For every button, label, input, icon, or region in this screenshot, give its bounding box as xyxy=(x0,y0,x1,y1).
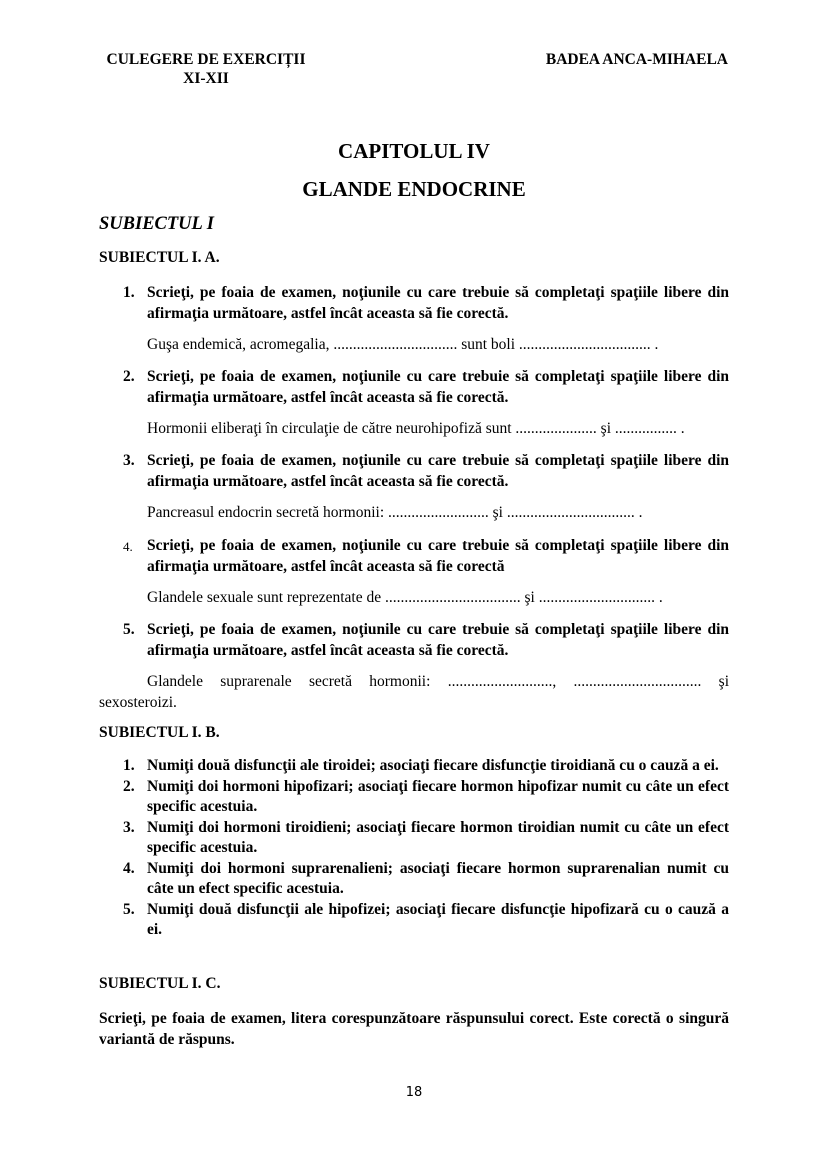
section-a-heading: SUBIECTUL I. A. xyxy=(99,249,220,266)
question-a4 xyxy=(99,535,729,608)
fill-in-statement-continuation: sexosteroizi. xyxy=(99,694,177,711)
fill-in-statement: Guşa endemică, acromegalia, ................................ sunt boli .................................. . xyxy=(147,336,659,353)
item-text: Numiţi două disfuncţii ale hipofizei; asociaţi fiecare disfuncţie hipofizară cu o cauză a ei. xyxy=(147,900,729,938)
book-title: CULEGERE DE EXERCIȚII xyxy=(106,51,306,68)
section-c-heading: SUBIECTUL I. C. xyxy=(99,975,221,992)
running-header-author: BADEA ANCA-MIHAELA xyxy=(545,51,728,68)
list-item xyxy=(99,818,729,859)
list-item xyxy=(99,777,729,818)
question-number: 3. xyxy=(123,452,135,469)
question-a1 xyxy=(99,282,729,355)
list-item xyxy=(99,900,729,941)
page-number: 18 xyxy=(405,1085,423,1100)
subject-heading: SUBIECTUL I xyxy=(99,214,214,234)
question-number: 4. xyxy=(123,539,133,554)
question-number: 5. xyxy=(123,621,135,638)
section-b-list xyxy=(99,756,729,941)
item-number: 4. xyxy=(123,859,135,877)
item-number: 3. xyxy=(123,818,135,836)
chapter-number: CAPITOLUL IV xyxy=(338,139,490,163)
question-number: 2. xyxy=(123,368,135,385)
fill-in-statement: Pancreasul endocrin secretă hormonii: .......................... şi ................................. . xyxy=(147,504,643,521)
item-text: Numiţi doi hormoni tiroidieni; asociaţi fiecare hormon tiroidian numit cu câte un efect specific acestuia. xyxy=(147,818,729,856)
question-number: 1. xyxy=(123,284,135,301)
section-b-heading: SUBIECTUL I. B. xyxy=(99,724,220,741)
chapter-title: GLANDE ENDOCRINE xyxy=(302,177,526,201)
item-text: Numiţi doi hormoni hipofizari; asociaţi fiecare hormon hipofizar numit cu câte un efect specific acestuia. xyxy=(147,777,729,815)
running-header-left xyxy=(99,50,313,88)
question-prompt: Scrieţi, pe foaia de examen, noţiunile cu care trebuie să completaţi spaţiile libere din afirmaţia următoare, astfel încât aceasta să fie corectă. xyxy=(147,368,729,406)
question-a5 xyxy=(99,619,729,713)
question-prompt: Scrieţi, pe foaia de examen, noţiunile cu care trebuie să completaţi spaţiile libere din afirmaţia următoare, astfel încât aceasta să fie corectă. xyxy=(147,452,729,490)
item-number: 2. xyxy=(123,777,135,795)
question-a3 xyxy=(99,450,729,523)
fill-in-statement: Glandele sexuale sunt reprezentate de ................................... şi .............................. . xyxy=(147,589,663,606)
item-number: 5. xyxy=(123,900,135,918)
fill-in-statement: Glandele suprarenale secretă hormonii: ..........................., ................................. şi xyxy=(147,673,729,690)
item-text: Numiţi două disfuncţii ale tiroidei; asociaţi fiecare disfuncţie tiroidiană cu o cauză a ei. xyxy=(147,757,719,774)
grade-range: XI-XII xyxy=(183,70,229,87)
section-c-instruction: Scrieţi, pe foaia de examen, litera corespunzătoare răspunsului corect. Este corectă o singură variantă de răspuns. xyxy=(99,1010,729,1048)
list-item xyxy=(99,859,729,900)
item-number: 1. xyxy=(123,757,135,774)
fill-in-statement: Hormonii eliberaţi în circulaţie de către neurohipofiză sunt ..................... şi ................ . xyxy=(147,420,685,437)
question-prompt: Scrieţi, pe foaia de examen, noţiunile cu care trebuie să completaţi spaţiile libere din afirmaţia următoare, astfel încât aceasta să fie corectă. xyxy=(147,621,729,659)
question-prompt: Scrieţi, pe foaia de examen, noţiunile cu care trebuie să completaţi spaţiile libere din afirmaţia următoare, astfel încât aceasta să fie corectă. xyxy=(147,284,729,322)
question-prompt: Scrieţi, pe foaia de examen, noţiunile cu care trebuie să completaţi spaţiile libere din afirmaţia următoare, astfel încât aceasta să fie corectă xyxy=(147,537,729,575)
list-item xyxy=(99,756,729,777)
question-a2 xyxy=(99,366,729,439)
item-text: Numiţi doi hormoni suprarenalieni; asociaţi fiecare hormon suprarenalian numit cu câte un efect specific acestuia. xyxy=(147,859,729,897)
